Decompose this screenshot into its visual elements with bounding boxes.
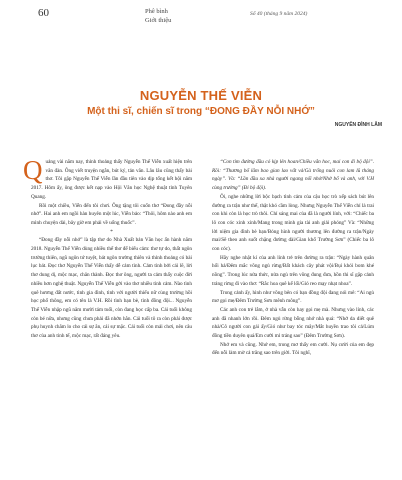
paragraph-text: uảng vài năm nay, thỉnh thoảng thấy Nguyễn Thế Viễn xuất hiện trên văn đàn. Ông viết truyện ngắn, bút ký, tản văn. Lâu lâu cũng thấy bài thơ. Tôi gặp Nguyễn Thế Viễn lần đầu tiên vào dịp tổng kết hội năm 2017. Hôm ấy, ông được kết nạp vào Hội Văn học Nghệ thuật tỉnh Tuyên Quang. — [31, 159, 192, 200]
page-number: 60 — [38, 7, 49, 19]
dropcap: Q — [23, 155, 43, 185]
paragraph: Rồi một chiều, Viễn đến tôi chơi. Ông tặng tôi cuốn thơ “Đong đầy nỗi nhớ”. Hai anh em ngồi hàn huyên một lúc, Viễn bảo: “Thôi, hôm nào anh em mình chuyện dài, bây giờ em phải về uống thuốc”. — [31, 202, 192, 226]
paragraph: Hãy nghe nhật kí của anh lính trẻ trên đường ra trận: “Ngày hành quân hối hả/Đêm mắc võng ngủ rừng/Bất khách cây phát vội/Bụi khói bom khé nồng”. Trong lúc nửa thức, nửa ngủ trên võng đung đưa, hồn thi sĩ gặp cảnh tráng rừng đi vào thơ: “Rắc hoa quê kể lối/Gió reo mạy nhạt nhoa”. — [212, 254, 374, 287]
left-column — [23, 155, 192, 341]
paragraph: Ôi, nghe những lời bộc bạch tình cảm của cậu học trò xếp sách bút lên đường ra trận như thế, thật khó cầm lòng. Nhưng Nguyễn Thế Viễn chỉ là trai con khi còn là học trò thôi. Chỉ sáng mai của đã là người lính, với: “Chiếc ba lô con cóc xinh xinh/Mang trong mình gia tài anh giải phóng” Và: “Những lời niệm gia đình bè bạn/Bóng hình người thương lên đường ra trận/Ngày mai/Sẽ theo anh suốt chặng đường dài/Gian khổ Trường Sơn” (Chiếc ba lô con cóc). — [212, 193, 374, 253]
paragraph — [23, 155, 192, 202]
paragraph: Nhớ em và cũng. Nhớ em, trong mơ thấy em cười. Nụ cười của em đẹp đến nỗi làm mờ cả trăng sao trên giời. Tôi nghĩ, — [212, 341, 374, 357]
section-line-2: Giới thiệu — [145, 16, 172, 24]
separator: * — [110, 228, 113, 235]
paragraph: Trong cảnh ấy, hình như võng bên có bạn đồng đội đang nói mê: “Ai ngủ mơ gọi mẹ/Đêm Trường Sơn mênh mông”. — [212, 289, 374, 305]
article-subtitle: Một thi sĩ, chiến sĩ trong “ĐONG ĐẦY NỖI NHỚ” — [87, 106, 315, 117]
issue-label: Số 40 (tháng 9 năm 2024) — [250, 11, 308, 17]
paragraph: Các anh con trẻ lắm, ở nhà vẫn còn hay gọi mẹ mà. Nhưng vào lính, các anh đã nhanh lớn rồi. Đêm ngủ rừng bỗng nhớ nhà quá: “Nhớ da diết quê nhà/Cô người con gái ấy/Gió như bay tóc mây/Mắt huyền trao tôi cả/Lúm đồng tiền duyên quá/Em cười mỉ tráng sao” (Đêm Trường Sơn). — [212, 306, 374, 340]
article-author: NGUYỄN ĐÌNH LÂM — [334, 122, 382, 128]
article-title: NGUYỄN THẾ VIỄN — [139, 88, 263, 103]
paragraph: “Con tìm đường đầu có kịp lên hoan/Chiều vắn hoc, mai con đi bộ đội”. Rồi: “Thương bố lắm bao gian lao vất vả/Gà trống nuôi con lam lũ tháng ngày”. Và: “Lần đầu xa nhà người ngang nối nhớ/Nhớ bố và anh, với V.H cùng trường” (Đi bộ đội). — [212, 159, 374, 192]
right-column — [212, 158, 374, 358]
paragraph: “Đong đầy nỗi nhớ” là tập thơ do Nhà Xuất bản Văn học ấn hành năm 2018. Nguyễn Thế Viễn dùng nhiều thể thơ để biểu cảm: thơ tự do, thất ngôn trường thiên, ngũ ngôn tứ tuyệt, bát ngôn trường thiên và thỉnh thoảng có bài lục bát. Đọc thơ Nguyễn Thế Viễn thấy dễ cảm tình. Cảm tình bởi cái lẽ, lời thơ dung dị, mộc mạc, chân thành. Đọc thơ ông, người ta cảm thấy cuộc đời nhiều hơn nghệ thuật. Nguyễn Thế Viễn gởi vào thơ nhiều tình cảm. Nào tình quê hương đất nước, tình gia đình, tình với người thiếu nữ cùng trường hồi học phổ thông, em có tên là V.H. Rồi tình bạn bè, tình đồng đội... Nguyễn Thế Viễn nhập ngũ năm mười tám tuổi, còn đang học cấp ba. Cái tuổi không còn bé nữa, nhưng cũng chưa phải đã nhớn hẳn. Cái tuổi tô ra còn phải được phụ huynh chăm lo cho cái sự ăn, cái sự mặc. Cái tuổi còn mải chơi, nên câu thơ của anh tinh tế, mộc mạc, rất đáng yêu. — [31, 237, 192, 340]
section-label — [145, 8, 171, 25]
section-line-1: Phê bình — [145, 8, 168, 15]
